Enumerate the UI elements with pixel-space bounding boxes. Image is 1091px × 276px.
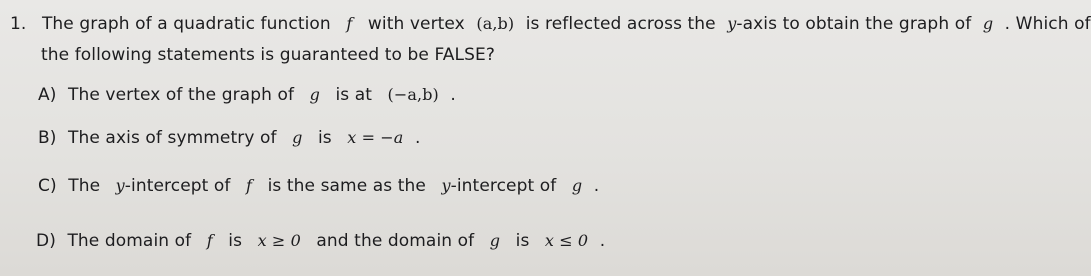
choice-text: .: [414, 128, 421, 148]
choice-text: is at: [335, 85, 373, 105]
stem-text-5: . Which of: [1004, 14, 1091, 34]
choice-text: -intercept of: [450, 176, 557, 196]
choice-var: g: [309, 85, 320, 104]
choice-var: y: [115, 176, 125, 195]
choice-var: g: [489, 231, 501, 250]
choice-math: x ≥ 0: [257, 231, 301, 250]
choice-text: The domain of: [67, 231, 192, 251]
choice-letter: B): [38, 128, 57, 148]
choice-text: and the domain of: [316, 231, 475, 251]
choice-a: [38, 84, 456, 106]
stem-text-line-2: the following statements is guaranteed to be FALSE?: [41, 45, 495, 65]
choice-math: (−a,b): [387, 85, 439, 104]
choice-var: y: [441, 176, 451, 195]
stem-text-2: with vertex: [367, 14, 465, 34]
choice-c: [38, 175, 599, 197]
choice-text: is: [515, 231, 530, 251]
choice-var: g: [292, 128, 303, 147]
choice-text: is the same as the: [267, 176, 426, 196]
stem-var-y: y: [727, 14, 737, 33]
choice-text: .: [599, 231, 606, 251]
stem-text-1: The graph of a quadratic function: [41, 14, 331, 34]
stem-var-g: g: [982, 14, 994, 33]
stem-text-4: -axis to obtain the graph of: [736, 14, 972, 34]
choice-math: x ≤ 0: [544, 231, 589, 250]
choice-letter: C): [38, 176, 57, 196]
stem-var-f: f: [346, 14, 353, 33]
choice-text: The: [68, 176, 101, 196]
question-stem-line-1: [10, 13, 1091, 35]
choice-var: f: [206, 231, 213, 250]
choice-b: [38, 127, 420, 149]
choice-text: .: [450, 85, 456, 105]
stem-vertex: (a,b): [476, 14, 515, 33]
choice-text: is: [228, 231, 243, 251]
choice-var: f: [246, 176, 253, 195]
choice-text: is: [317, 128, 332, 148]
choice-text: .: [593, 176, 600, 196]
choice-letter: A): [38, 85, 57, 105]
stem-text-3: is reflected across the: [525, 14, 716, 34]
choice-var: g: [571, 176, 583, 195]
choice-text: -intercept of: [124, 176, 231, 196]
choice-d: [36, 230, 605, 252]
choice-text: The vertex of the graph of: [67, 85, 295, 105]
choice-math: x = −a: [347, 128, 404, 147]
question-number: 1.: [10, 14, 27, 34]
question-stem-line-2: [41, 44, 495, 66]
choice-letter: D): [36, 231, 56, 251]
choice-text: The axis of symmetry of: [68, 128, 277, 148]
